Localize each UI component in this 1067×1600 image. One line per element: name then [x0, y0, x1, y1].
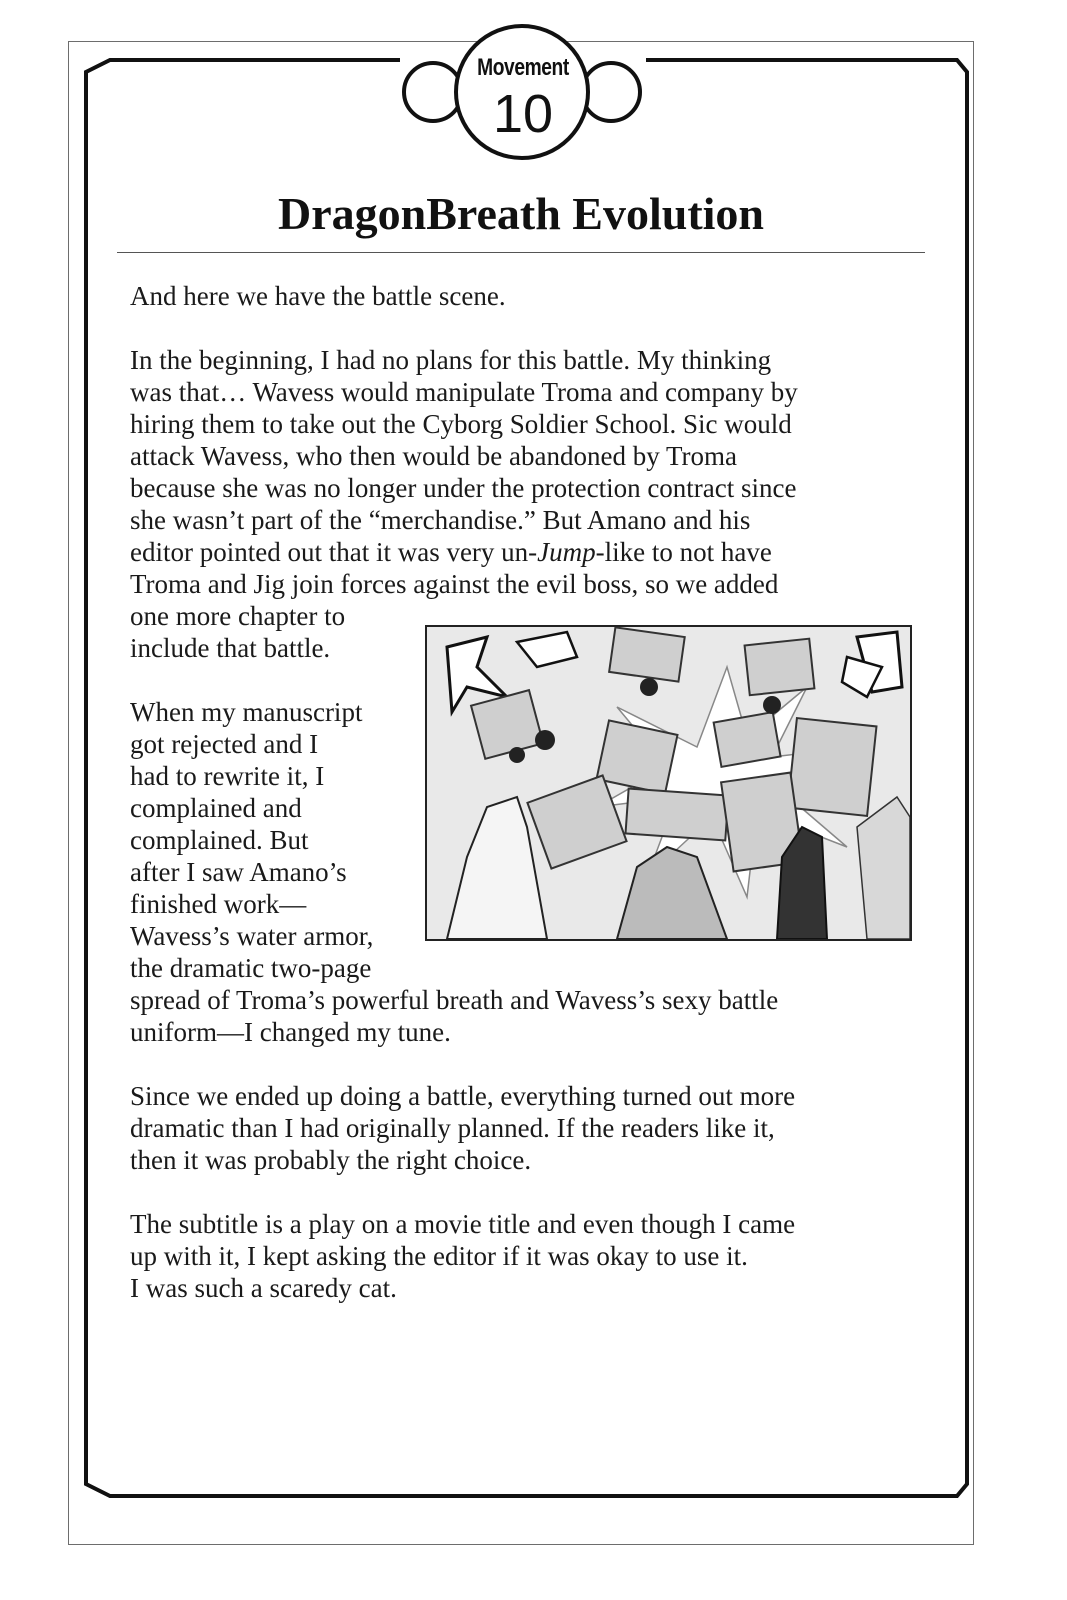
text-line: And here we have the battle scene.	[130, 281, 506, 311]
text-line: the dramatic two-page	[130, 953, 372, 983]
badge-left-circle	[404, 63, 462, 121]
text-line: finished work—	[130, 889, 307, 919]
text-line: uniform—I changed my tune.	[130, 1017, 451, 1047]
text-line: complained. But	[130, 825, 309, 855]
battle-scene-art	[427, 627, 910, 939]
paragraph-5	[130, 1208, 890, 1304]
text-line: When my manuscript	[130, 697, 363, 727]
text-line: attack Wavess, who then would be abandoned by Troma	[130, 441, 737, 471]
paragraph-2	[130, 344, 890, 664]
text-line: because she was no longer under the protection contract since	[130, 473, 797, 503]
text-fragment: -like to not have	[595, 537, 772, 567]
manga-battle-illustration	[425, 625, 912, 941]
text-line: got rejected and I	[130, 729, 319, 759]
text-line: was that… Wavess would manipulate Troma and company by	[130, 377, 798, 407]
text-line: hiring them to take out the Cyborg Soldier School. Sic would	[130, 409, 792, 439]
text-line: include that battle.	[130, 633, 331, 663]
text-line: The subtitle is a play on a movie title and even though I came	[130, 1209, 796, 1239]
text-fragment: editor pointed out that it was very un-	[130, 537, 538, 567]
text-line: Troma and Jig join forces against the evil boss, so we added	[130, 569, 779, 599]
paragraph-4	[130, 1080, 890, 1176]
text-line: Since we ended up doing a battle, everything turned out more	[130, 1081, 796, 1111]
text-line: after I saw Amano’s	[130, 857, 347, 887]
paragraph-1	[130, 280, 890, 312]
text-line: complained and	[130, 793, 302, 823]
text-line: had to rewrite it, I	[130, 761, 325, 791]
text-line: In the beginning, I had no plans for this battle. My thinking	[130, 345, 772, 375]
page-title: DragonBreath Evolution	[277, 188, 765, 239]
text-line: she wasn’t part of the “merchandise.” But Amano and his	[130, 505, 751, 535]
title-divider	[117, 252, 925, 253]
text-line	[130, 536, 890, 568]
text-line: one more chapter to	[130, 601, 346, 631]
text-line: dramatic than I had originally planned. If the readers like it,	[130, 1113, 775, 1143]
chapter-number: 10	[492, 84, 554, 144]
chapter-label: Movement	[477, 54, 569, 81]
text-line: spread of Troma’s powerful breath and Wavess’s sexy battle	[130, 985, 779, 1015]
text-line: then it was probably the right choice.	[130, 1145, 532, 1175]
text-line: I was such a scaredy cat.	[130, 1273, 397, 1303]
text-line: Wavess’s water armor,	[130, 921, 374, 951]
text-line: up with it, I kept asking the editor if it was okay to use it.	[130, 1241, 748, 1271]
italic-title: Jump	[537, 537, 596, 567]
